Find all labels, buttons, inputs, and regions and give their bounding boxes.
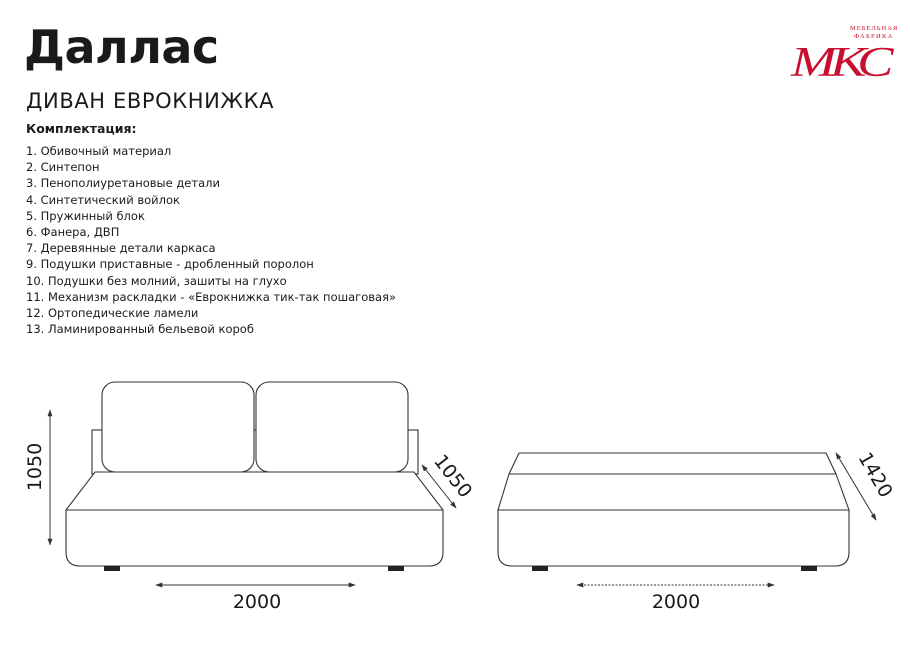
left-back-cushion [102, 382, 254, 472]
spec-item: 1. Обивочный материал [26, 144, 172, 158]
sofa-foot [104, 566, 120, 571]
spec-item: 7. Деревянные детали каркаса [26, 241, 216, 256]
spec-item: 6. Фанера, ДВП [26, 225, 120, 240]
specs-heading: Комплектация: [26, 121, 137, 136]
sofa-foot [388, 566, 404, 571]
spec-item: 12. Ортопедические ламели [26, 306, 199, 321]
front-width-label: 2000 [232, 591, 282, 613]
logo-tagline-1: МЕБЕЛЬНАЯ [850, 25, 899, 32]
spec-item: 4. Синтетический войлок [26, 192, 180, 207]
seat-top [66, 472, 443, 510]
sofa-base [66, 510, 443, 566]
unfolded-depth-label: 1420 [853, 448, 897, 502]
bed-surface-back [509, 453, 836, 474]
unfolded-foot [801, 566, 817, 571]
logo-tagline-2: ФАБРИКА [854, 33, 894, 40]
spec-item: 11. Механизм раскладки - «Еврокнижка тик-так пошаговая» [26, 289, 397, 304]
right-back-cushion [256, 382, 408, 472]
unfolded-width-label: 2000 [651, 591, 701, 613]
product-title: Даллас [24, 20, 219, 74]
front-depth-label: 1050 [429, 450, 477, 503]
spec-item: 13. Ламинированный бельевой короб [26, 322, 254, 337]
unfolded-foot [532, 566, 548, 571]
sofa-front-view [66, 382, 443, 571]
bed-surface-front [498, 474, 849, 510]
front-height-label: 1050 [24, 442, 46, 492]
unfolded-base [498, 510, 849, 566]
product-subtitle: ДИВАН ЕВРОКНИЖКА [26, 89, 275, 113]
spec-item: 10. Подушки без молний, зашиты на глухо [26, 273, 287, 288]
sofa-unfolded-view [498, 453, 849, 571]
spec-item: 2. Синтепон [26, 160, 100, 175]
spec-item: 5. Пружинный блок [26, 208, 145, 223]
spec-item: 3. Пенополиуретановые детали [26, 176, 220, 191]
spec-item: 9. Подушки приставные - дробленный поролон [26, 257, 314, 272]
logo-letters: МКС [789, 40, 895, 86]
